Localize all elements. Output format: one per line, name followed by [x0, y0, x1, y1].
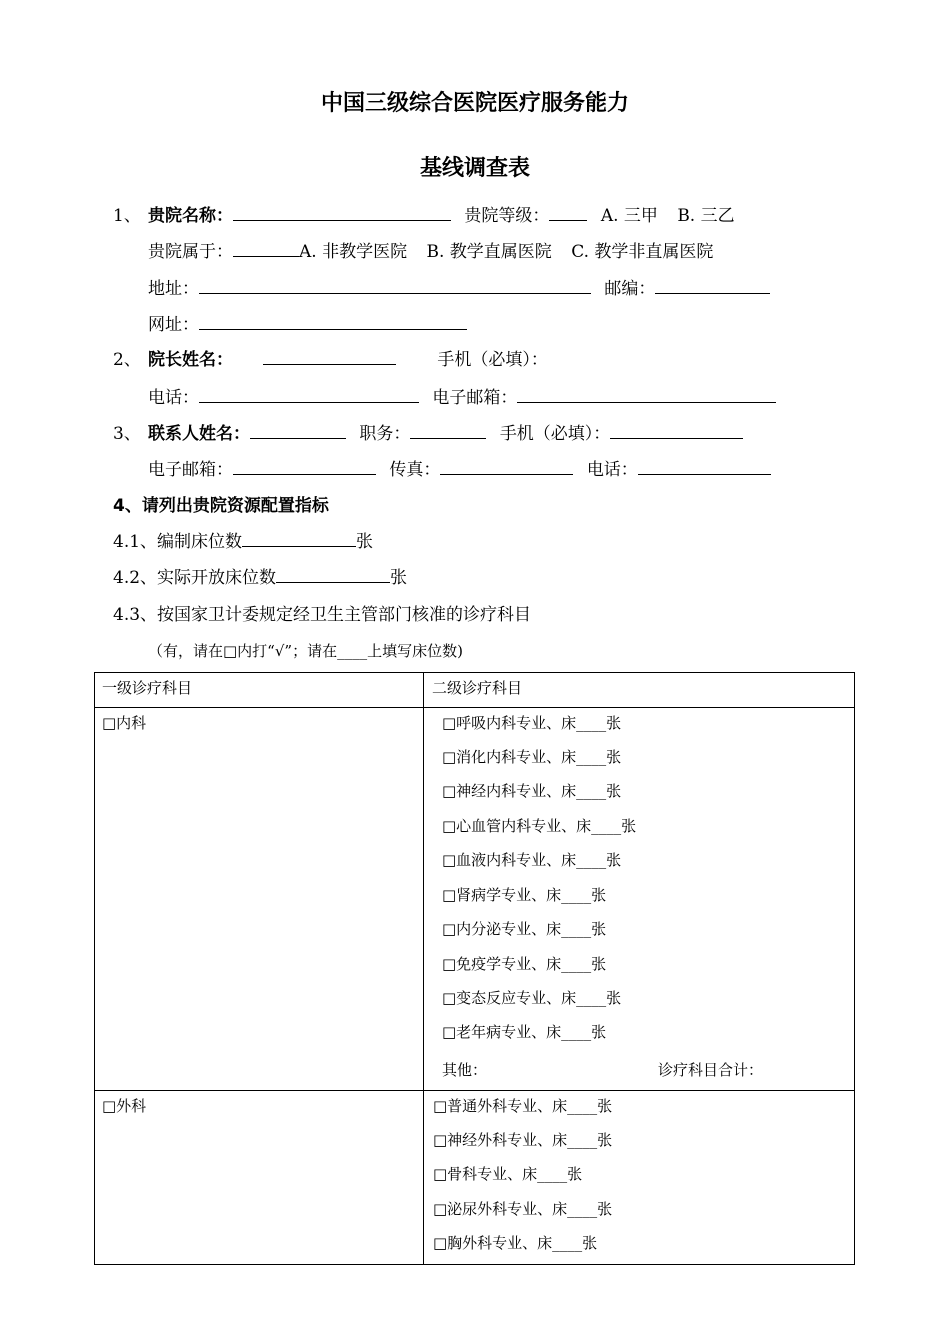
section4-item2	[113, 567, 407, 589]
section1-row2	[148, 241, 713, 263]
subdept-item[interactable]: □呼吸内科专业、床____张	[442, 714, 622, 732]
subdept-item[interactable]: □肾病学专业、床____张	[442, 886, 607, 904]
contact-phone-field[interactable]	[638, 459, 771, 475]
open-beds-label: 4.2、实际开放床位数	[113, 568, 277, 588]
contact-phone-label: 电话：	[586, 460, 638, 480]
hospital-belong-label: 贵院属于：	[148, 242, 233, 262]
document-title: 中国三级综合医院医疗服务能力	[320, 91, 629, 116]
postcode-label: 邮编：	[604, 279, 656, 299]
open-beds-unit: 张	[390, 568, 408, 588]
subdept-item[interactable]: □神经内科专业、床____张	[442, 782, 622, 800]
planned-beds-label: 4.1、编制床位数	[113, 532, 243, 552]
section4-item3: 4.3、按国家卫计委规定经卫生主管部门核准的诊疗科目	[113, 605, 532, 625]
section3-row2	[148, 459, 771, 481]
hospital-grade-label: 贵院等级：	[464, 206, 550, 226]
website-field[interactable]	[199, 314, 467, 330]
section2-number: 2、	[113, 350, 141, 370]
section4-item1	[113, 531, 373, 553]
contact-position-label: 职务：	[359, 424, 411, 444]
director-name-field[interactable]	[263, 349, 396, 365]
dept-internal-medicine-checkbox[interactable]: □内科	[102, 714, 147, 732]
hospital-belong-field[interactable]	[233, 241, 299, 257]
planned-beds-field[interactable]	[242, 531, 356, 547]
other-departments-label: 其他：	[442, 1061, 488, 1079]
section1-row3	[148, 278, 770, 300]
contact-fax-field[interactable]	[440, 459, 573, 475]
director-mobile-label: 手机（必填）：	[437, 350, 548, 370]
hospital-grade-field[interactable]	[549, 205, 587, 221]
dept-surgery-checkbox[interactable]: □外科	[102, 1097, 147, 1115]
subdept-item[interactable]: □神经外科专业、床____张	[433, 1131, 613, 1149]
hospital-name-field[interactable]	[233, 205, 451, 221]
director-phone-field[interactable]	[199, 387, 419, 403]
section1-row4	[148, 314, 467, 336]
subdept-item[interactable]: □消化内科专业、床____张	[442, 748, 622, 766]
subdept-item[interactable]: □骨科专业、床____张	[433, 1165, 583, 1183]
contact-position-field[interactable]	[410, 423, 486, 439]
director-email-label: 电子邮箱：	[432, 388, 518, 408]
section3-number: 3、	[113, 424, 141, 444]
section2-row1	[148, 349, 548, 371]
director-phone-label: 电话：	[148, 388, 199, 408]
grade-option-b: B. 三乙	[677, 206, 735, 226]
document-subtitle: 基线调查表	[419, 156, 530, 181]
belong-option-a: A. 非教学医院	[299, 242, 408, 262]
subdept-item[interactable]: □免疫学专业、床____张	[442, 955, 607, 973]
subdept-item[interactable]: □普通外科专业、床____张	[433, 1097, 613, 1115]
section3-row1	[148, 423, 743, 445]
section1-number: 1、	[113, 206, 141, 226]
address-label: 地址：	[148, 279, 199, 299]
table-instruction-note: （有，请在□内打“√”；请在____上填写床位数)	[148, 642, 463, 660]
subdept-item[interactable]: □血液内科专业、床____张	[442, 851, 622, 869]
department-total-label: 诊疗科目合计：	[658, 1061, 764, 1079]
column-header-secondary: 二级诊疗科目	[432, 679, 523, 697]
section1-row1	[148, 205, 735, 227]
director-email-field[interactable]	[517, 387, 776, 403]
contact-mobile-label: 手机（必填）：	[499, 424, 611, 444]
subdept-item[interactable]: □心血管内科专业、床____张	[442, 817, 637, 835]
subdept-item[interactable]: □内分泌专业、床____张	[442, 920, 607, 938]
hospital-name-label: 贵院名称：	[148, 206, 233, 226]
belong-option-c: C. 教学非直属医院	[571, 242, 714, 262]
subdept-item[interactable]: □变态反应专业、床____张	[442, 989, 622, 1007]
contact-mobile-field[interactable]	[610, 423, 743, 439]
director-name-label: 院长姓名：	[148, 350, 233, 370]
belong-option-b: B. 教学直属医院	[426, 242, 552, 262]
contact-email-field[interactable]	[233, 459, 376, 475]
contact-email-label: 电子邮箱：	[148, 460, 233, 480]
grade-option-a: A. 三甲	[600, 206, 658, 226]
open-beds-field[interactable]	[276, 567, 390, 583]
subdept-item[interactable]: □泌尿外科专业、床____张	[433, 1200, 613, 1218]
subdept-item[interactable]: □老年病专业、床____张	[442, 1023, 607, 1041]
section4-heading: 4、请列出贵院资源配置指标	[113, 496, 329, 516]
contact-name-label: 联系人姓名：	[148, 424, 250, 444]
column-header-primary: 一级诊疗科目	[102, 679, 193, 697]
contact-fax-label: 传真：	[389, 460, 441, 480]
section2-row2	[148, 387, 776, 409]
address-field[interactable]	[199, 278, 591, 294]
planned-beds-unit: 张	[356, 532, 374, 552]
postcode-field[interactable]	[655, 278, 770, 294]
contact-name-field[interactable]	[250, 423, 346, 439]
website-label: 网址：	[148, 315, 199, 335]
subdept-item[interactable]: □胸外科专业、床____张	[433, 1234, 598, 1252]
